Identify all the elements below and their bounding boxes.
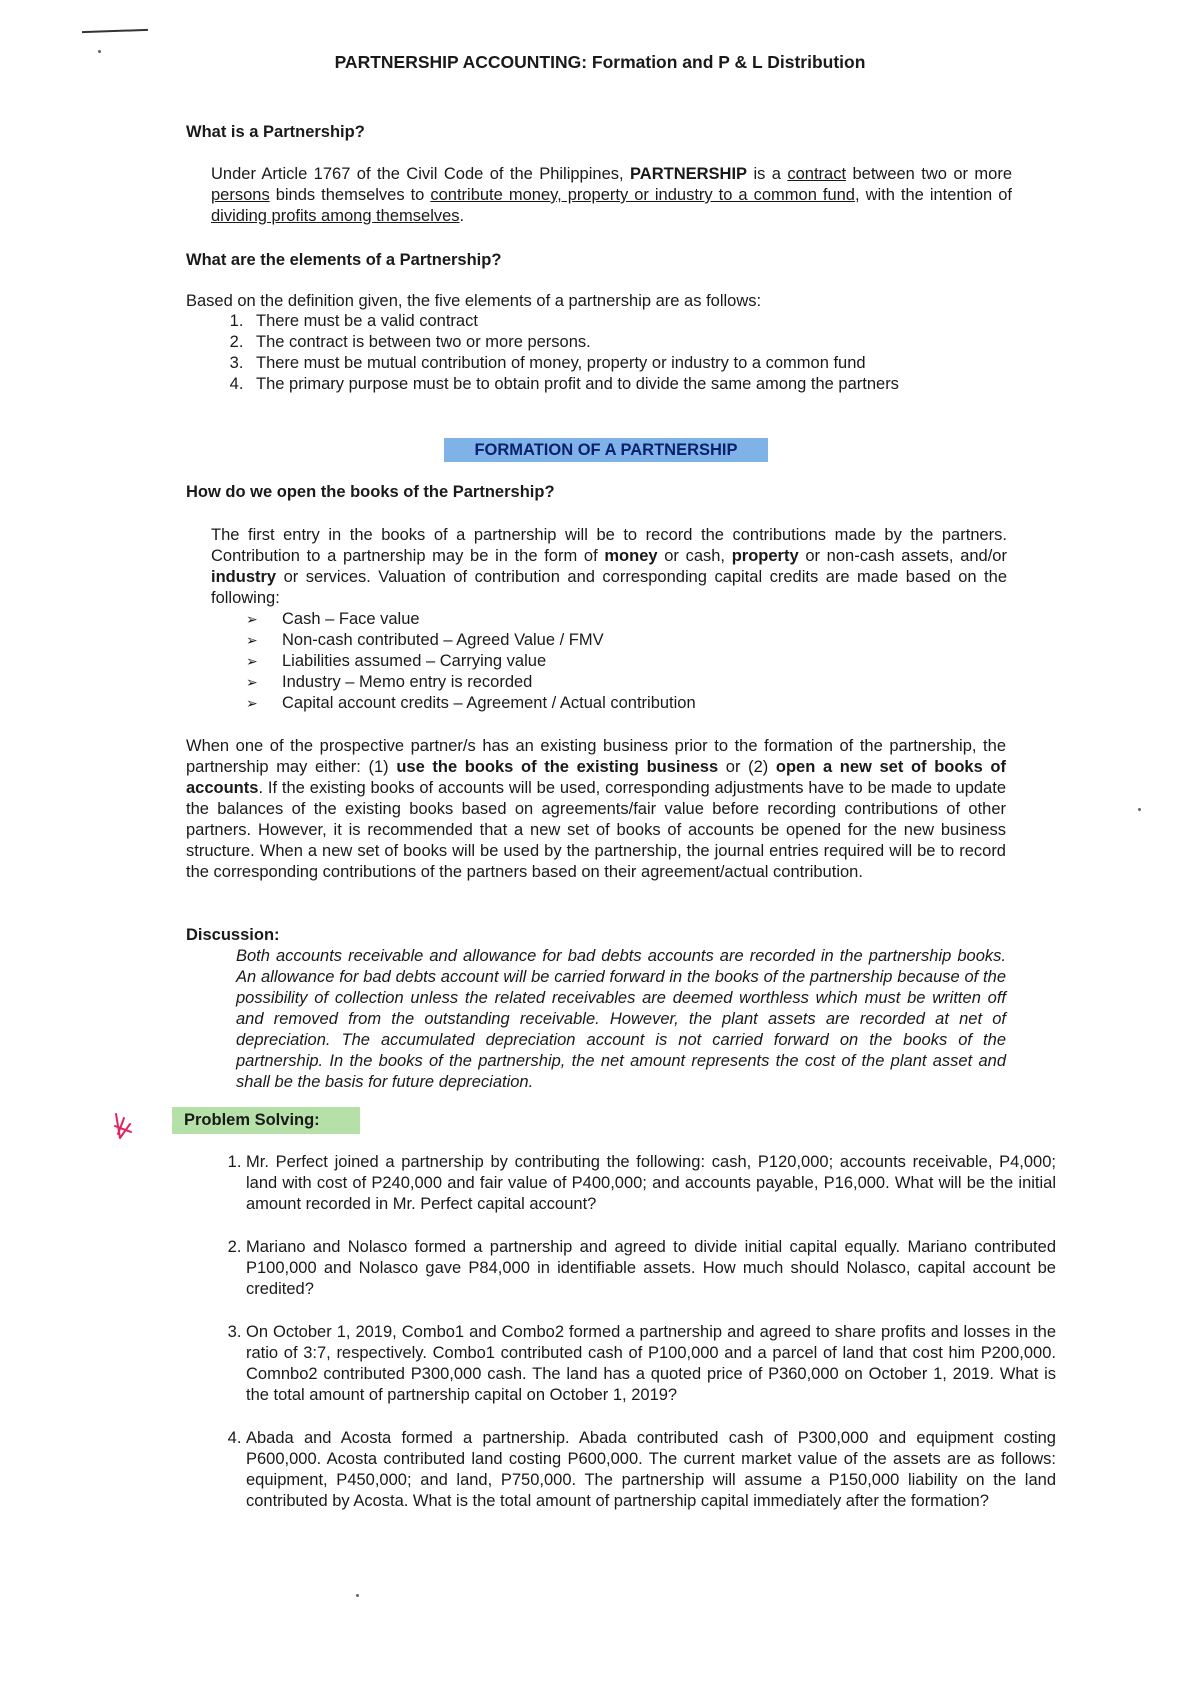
problem-item: 3. On October 1, 2019, Combo1 and Combo2 formed a partnership and agreed to share profits and losses in the ratio of 3:7, respectively. Combo1 contributed cash of P100,000 and a parcel of land that cost him P200,000. Comnbo2 contributed P300,000 cash. The land has a quoted price of P360,000 on October 1, 2019. What is the total amount of partnership capital on October 1, 2019? [246,1322,1056,1406]
heading-open-books: How do we open the books of the Partnership? [186,483,555,501]
valuation-bases-list [246,609,846,714]
list-item: 3. There must be mutual contribution of money, property or industry to a common fund [248,353,1008,374]
formation-paragraph-1: The first entry in the books of a partnership will be to record the contributions made by the partners. Contribution to a partnership may be in the form of money or cash, property or non-cash assets, and/or industry or services. Valuation of contribution and corresponding capital credits are made based on the following: [211,526,1007,607]
list-item: 1. There must be a valid contract [248,311,1008,332]
elements-intro: Based on the definition given, the five elements of a partnership are as follows: [186,292,762,310]
list-item: ➢ Industry – Memo entry is recorded [246,672,846,693]
list-item: ➢ Cash – Face value [246,609,846,630]
scan-speck [98,50,101,53]
heading-elements: What are the elements of a Partnership? [186,251,502,269]
heading-what-is-partnership: What is a Partnership? [186,123,365,141]
list-item: ➢ Liabilities assumed – Carrying value [246,651,846,672]
list-item: 2. The contract is between two or more persons. [248,332,1008,353]
list-item: ➢ Non-cash contributed – Agreed Value / FMV [246,630,846,651]
problem-solving-heading: Problem Solving: [172,1107,360,1134]
document-title: PARTNERSHIP ACCOUNTING: Formation and P & L Distribution [334,52,866,72]
scan-speck [1138,808,1141,811]
formation-paragraph-2: When one of the prospective partner/s has an existing business prior to the formation of the partnership, the partnership may either: (1) use the books of the existing business or (2) open a new set of books of accounts. If the existing books of accounts will be used, corresponding adjustments have to be made to update the balances of the existing books based on agreements/fair value before recording contributions of other partners. However, it is recommended that a new set of books of accounts be opened for the new business structure. When a new set of books will be used by the partnership, the journal entries required will be to record the corresponding contributions of the partners based on their agreement/actual contribution. [186,737,1006,881]
discussion-text: Both accounts receivable and allowance for bad debts accounts are recorded in the partnership books. An allowance for bad debts account will be carried forward in the books of the partnership because of the possibility of collection unless the related receivables are deemed worthless which must be written off and removed from the outstanding receivable. However, the plant assets are recorded at net of depreciation. The accumulated depreciation account is not carried forward on the books of the partnership. In the books of the partnership, the net amount represents the cost of the plant asset and shall be the basis for future depreciation. [236,947,1006,1091]
list-item: 4. The primary purpose must be to obtain profit and to divide the same among the partners [248,374,1008,395]
list-item: ➢ Capital account credits – Agreement / Actual contribution [246,693,846,714]
pen-star-mark-icon [112,1112,134,1142]
problem-item: 4. Abada and Acosta formed a partnership. Abada contributed cash of P300,000 and equipment costing P600,000. Acosta contributed land costing P600,000. The current market value of the assets are as follows: equipment, P450,000; and land, P750,000. The partnership will assume a P150,000 liability on the land contributed by Acosta. What is the total amount of partnership capital immediately after the formation? [246,1428,1056,1512]
elements-list [196,311,1008,395]
section-banner-formation: FORMATION OF A PARTNERSHIP [444,438,768,462]
problem-item: 2. Mariano and Nolasco formed a partnership and agreed to divide initial capital equally. Mariano contributed P100,000 and Nolasco gave P84,000 in identifiable assets. How much should Nolasco, capital account be credited? [246,1237,1056,1300]
scan-speck [356,1594,359,1597]
partnership-definition: Under Article 1767 of the Civil Code of the Philippines, PARTNERSHIP is a contract between two or more persons binds themselves to contribute money, property or industry to a common fund, with the intention of dividing profits among themselves. [211,165,1012,225]
heading-discussion: Discussion: [186,926,280,944]
scan-artifact-line [82,29,148,33]
problems-list [196,1152,1056,1534]
problem-item: 1. Mr. Perfect joined a partnership by contributing the following: cash, P120,000; accounts receivable, P4,000; land with cost of P240,000 and fair value of P400,000; and accounts payable, P16,000. What will be the initial amount recorded in Mr. Perfect capital account? [246,1152,1056,1215]
